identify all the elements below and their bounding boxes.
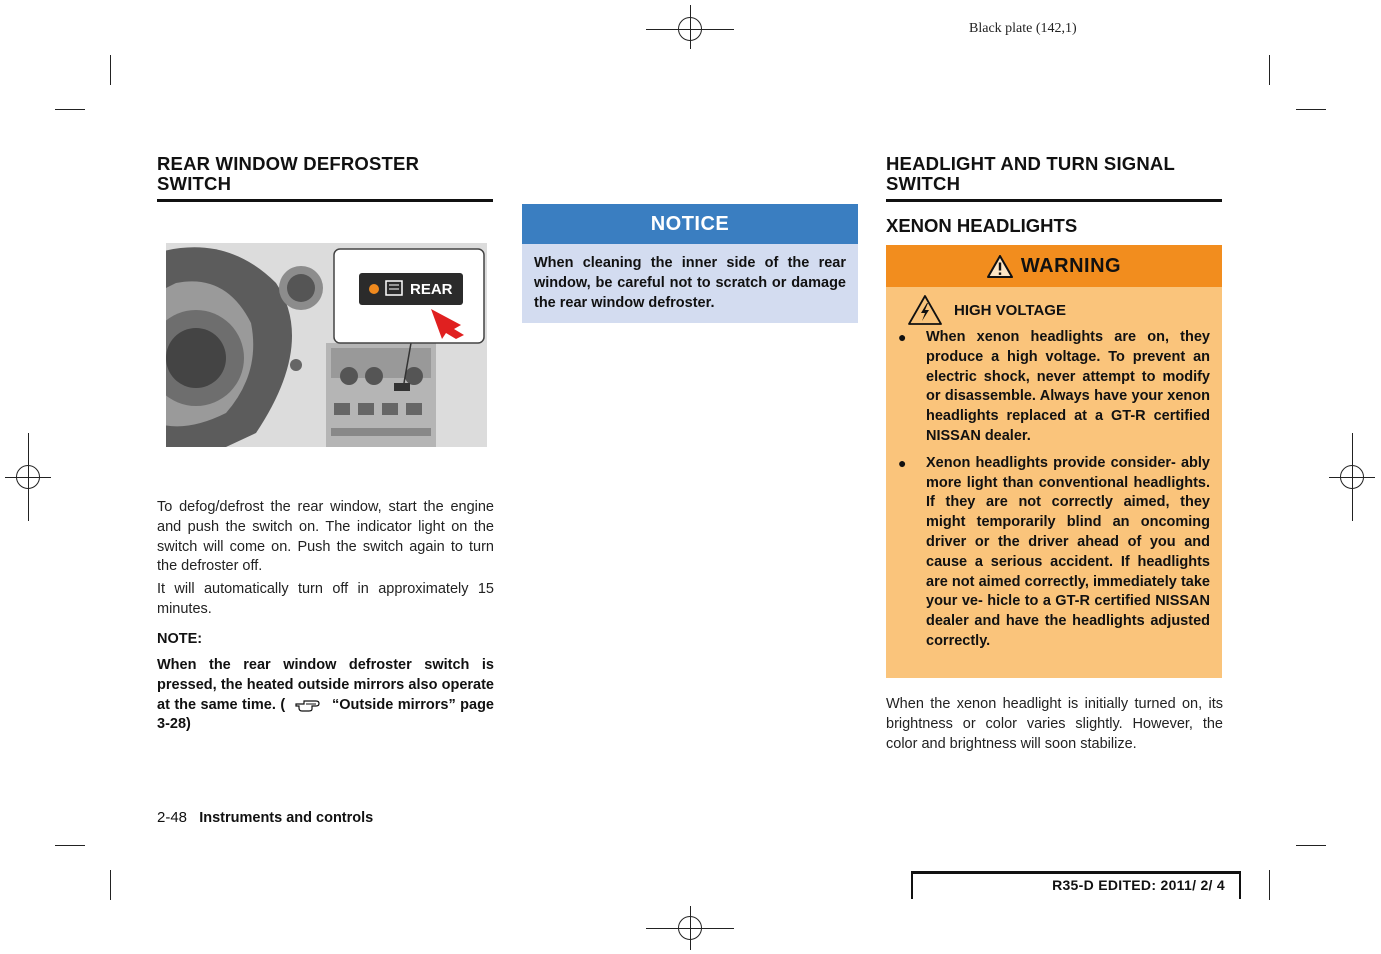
warning-triangle-icon — [987, 255, 1013, 278]
bullet-icon: ● — [898, 454, 907, 471]
page-footer — [157, 809, 373, 826]
note-text-before: When the rear window defroster switch is pressed, the heated outside mirrors also operate at the same time. ( — [157, 657, 494, 713]
warning-heading: WARNING — [1020, 254, 1122, 277]
xenon-body-text: When the xenon headlight is initially turned on, its brightness or color varies slightly. However, the color and brightness will soon stabilize. — [886, 696, 1223, 752]
chapter-name: Instruments and controls — [199, 810, 374, 826]
warning-box — [886, 245, 1222, 678]
defroster-instructions — [157, 498, 494, 620]
section-title-rear-defroster — [157, 154, 493, 202]
title-line-1: REAR WINDOW DEFROSTER — [157, 153, 420, 174]
plate-label: Black plate (142,1) — [969, 21, 1077, 36]
warning-item-text: Xenon headlights provide consider- ably more light than conventional headlights. If they are not correctly aimed, they might temporarily blind an oncoming driver or the driver ahead of you and cause a serious accident. If headlights are not aimed correctly, immediately take your ve- hicle to a GT-R certified NISSAN dealer and have the headlights adjusted correctly. — [926, 454, 1210, 649]
high-voltage-row — [908, 295, 1066, 325]
high-voltage-label: HIGH VOLTAGE — [954, 301, 1066, 319]
bullet-icon: ● — [898, 329, 907, 345]
title-line-2: SWITCH — [157, 173, 232, 194]
body-paragraph-1: To defog/defrost the rear window, start the engine and push the switch on. The indicator light on the switch will come on. Push the switch again to turn the defroster off. — [157, 499, 494, 575]
warning-item — [898, 454, 1210, 652]
notice-text: When cleaning the inner side of the rear window, be careful not to scratch or damage the rear window defroster. — [534, 255, 846, 311]
note-label: NOTE: — [157, 631, 203, 647]
edit-stamp: R35-D EDITED: 2011/ 2/ 4 — [1052, 877, 1225, 893]
edit-stamp-box — [911, 871, 1241, 899]
warning-item-text: When xenon headlights are on, they produce a high voltage. To prevent an electric shock, never attempt to modify or disassemble. Always have your xenon headlights replaced at a GT-R certified NISSAN dealer. — [926, 329, 1210, 444]
body-paragraph-2: It will automatically turn off in approximately 15 minutes. — [157, 581, 494, 617]
notice-heading: NOTICE — [522, 204, 858, 244]
note-text-after: “Outside mirrors” page 3-28) — [157, 696, 494, 733]
note-text — [157, 656, 494, 735]
warning-list — [898, 328, 1210, 659]
figure-button-label: REAR — [410, 281, 453, 298]
defroster-switch-figure — [166, 243, 487, 447]
title-line-2: SWITCH — [886, 173, 961, 194]
warning-header — [886, 245, 1222, 287]
subtitle-xenon-headlights: XENON HEADLIGHTS — [886, 215, 1078, 236]
dashboard-illustration — [166, 243, 487, 447]
page-number: 2-48 — [157, 809, 188, 826]
warning-item — [898, 328, 1210, 447]
high-voltage-icon — [908, 295, 942, 325]
notice-box — [522, 204, 858, 323]
title-line-1: HEADLIGHT AND TURN SIGNAL — [886, 153, 1175, 174]
pointing-hand-icon — [294, 696, 324, 712]
section-title-headlight — [886, 154, 1222, 202]
